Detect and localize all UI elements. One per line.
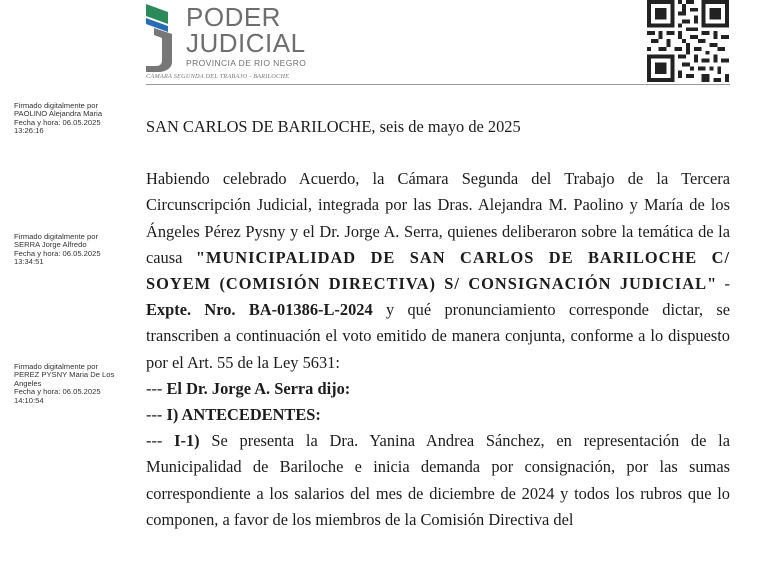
logo-line-province: PROVINCIA DE RIO NEGRO (186, 58, 307, 68)
logo-line-poder: PODER (186, 2, 281, 32)
signature-datetime: Fecha y hora: 06.05.2025 (14, 118, 101, 127)
signature-label: Firmado digitalmente por (14, 363, 98, 371)
paragraph-text: Habiendo celebrado Acuerdo, la Cámara Segunda del Trabajo de la Tercera Circunscripción Judicial, integrada por las Dras. Alejandra M. Paolino y María de los Ángeles Pérez Pysny y el Dr. Jorge A. Serra, quienes deliberaron sobre la temática de la causa (146, 169, 730, 267)
signature-time: 13:34:51 (14, 258, 44, 267)
signature-name: SERRA Jorge Alfredo (14, 241, 87, 250)
signature-stamp-perez-pysny (14, 363, 140, 405)
speaker-line (146, 376, 730, 402)
paragraph-text: - (717, 274, 731, 294)
paragraph-text: y qué pronunciamiento corresponde dictar, se transcriben a continuación el voto emitido de manera conjunta, conforme a lo dispuesto por el Art. 55 de la Ley 5631: (146, 300, 730, 372)
section-heading: I) ANTECEDENTES: (166, 405, 321, 425)
case-title: "MUNICIPALIDAD DE SAN CARLOS DE BARILOCHE C/ SOYEM (COMISIÓN DIRECTIVA) S/ CONSIGNACIÓN JUDICIAL" (146, 247, 730, 294)
signature-stamp-serra (14, 233, 140, 267)
signature-name: PEREZ PYSNY Maria De Los Angeles (14, 371, 115, 388)
poder-judicial-emblem-icon (146, 2, 180, 72)
qr-code-icon (646, 0, 730, 82)
signature-datetime: Fecha y hora: 06.05.2025 (14, 388, 101, 397)
logo-line-judicial: JUDICIAL (186, 28, 306, 58)
dash-prefix: --- (146, 378, 167, 398)
signature-label: Firmado digitalmente por (14, 102, 98, 110)
document-body (146, 114, 730, 533)
paragraph-text: Se presenta la Dra. Yanina Andrea Sánchez, en representación de la Municipalidad de Bariloche e inicia demanda por consignación, por las sumas correspondiente a los salarios del mes de diciembre de 2024 y todos los rubros que lo componen, a favor de los miembros de la Comisión Directiva del (146, 431, 730, 529)
chamber-name: CÁMARA SEGUNDA DEL TRABAJO - BARILOCHE (146, 73, 290, 80)
document-date: SAN CARLOS DE BARILOCHE, seis de mayo de 2025 (146, 117, 521, 136)
section-line (146, 402, 730, 428)
signature-label: Firmado digitalmente por (14, 233, 98, 241)
signature-time: 13:26:16 (14, 127, 44, 136)
subsection-number: I-1) (174, 431, 200, 451)
signature-name: PAOLINO Alejandra Maria (14, 110, 103, 119)
paragraph-agreement (146, 166, 730, 376)
dash-prefix: --- (146, 431, 175, 451)
signature-time: 14:10:54 (14, 396, 44, 405)
signature-datetime: Fecha y hora: 06.05.2025 (14, 249, 101, 258)
signature-stamp-paolino (14, 102, 140, 136)
dash-prefix: --- (146, 405, 167, 425)
header-divider (146, 84, 730, 85)
poder-judicial-logo (146, 2, 326, 86)
speaker-heading: El Dr. Jorge A. Serra dijo: (166, 378, 351, 398)
case-file-number: Expte. Nro. BA-01386-L-2024 (146, 300, 373, 320)
paragraph-background (146, 428, 730, 533)
